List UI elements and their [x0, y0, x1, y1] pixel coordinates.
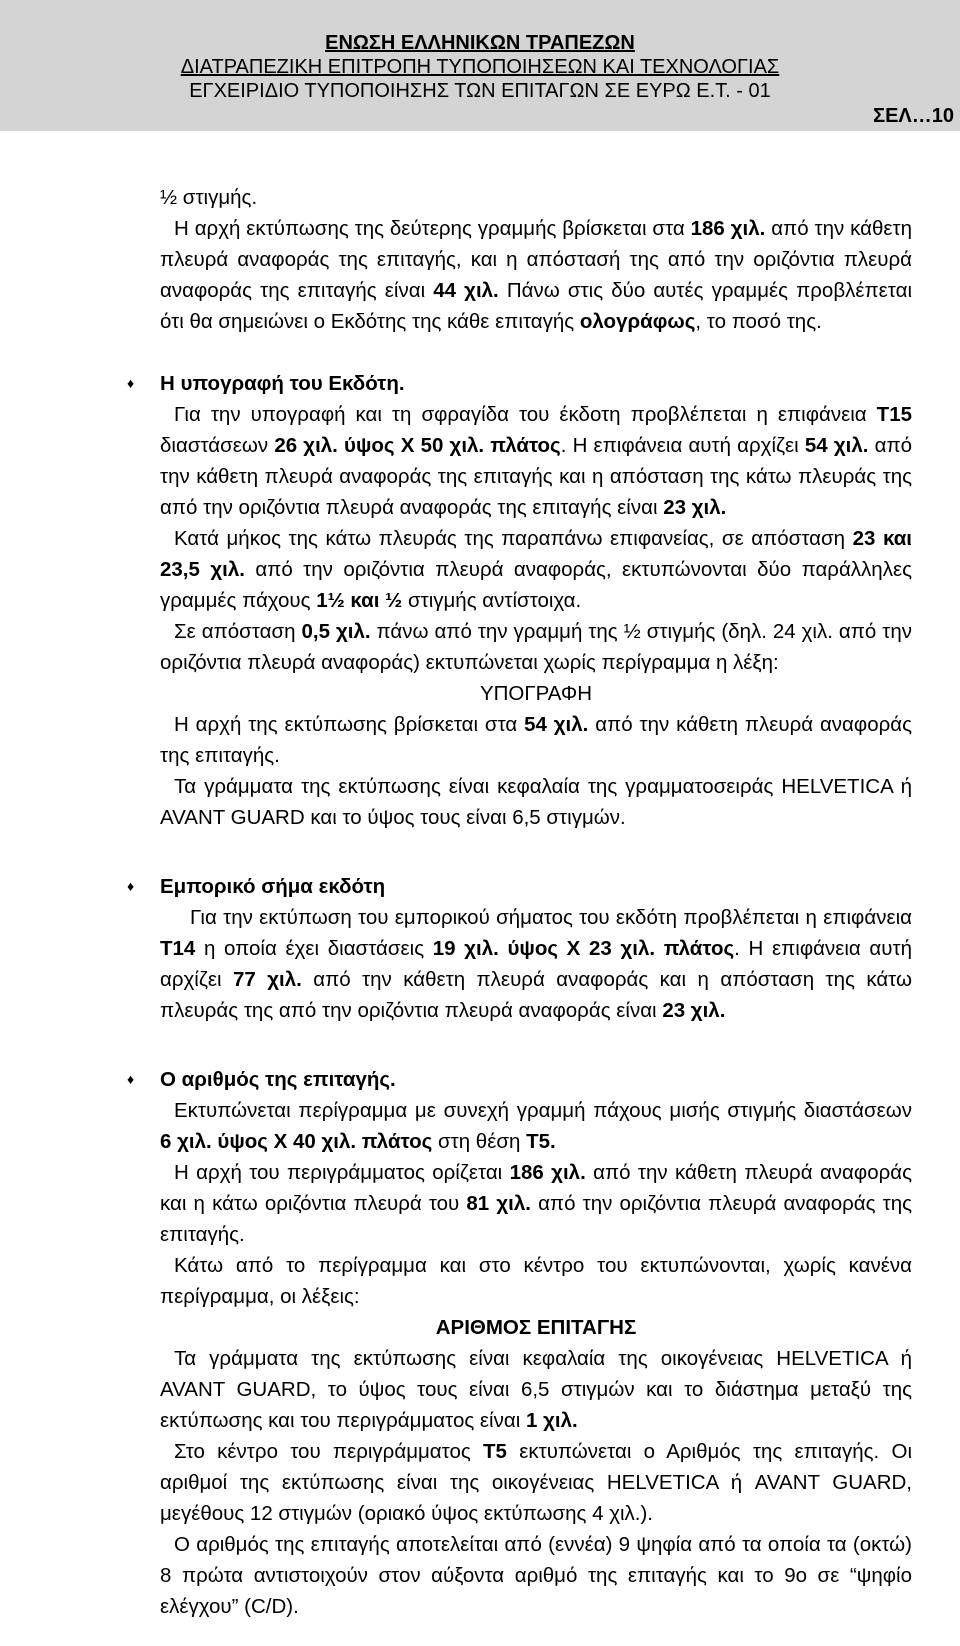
- text-bold: 1 χιλ.: [525, 1409, 578, 1432]
- text: Για την εκτύπωση του εμπορικού σήματος του εκδότη προβλέπεται η επιφάνεια: [190, 906, 912, 929]
- paragraph: [160, 902, 912, 1026]
- text: στη θέση: [432, 1130, 527, 1153]
- text-bold: 44 χιλ.: [433, 279, 499, 302]
- text-bold: 54 χιλ.: [804, 434, 869, 457]
- section-heading-signature: [127, 368, 912, 399]
- text: Πάνω στις δύο αυτές γραμμές προβλέπεται ότι θα σημειώνει ο Εκδότης της κάθε επιταγής: [160, 279, 913, 333]
- text-bold: 6 χιλ. ύψος Χ 40 χιλ. πλάτος: [160, 1130, 433, 1153]
- text: . Η επιφάνεια αυτή αρχίζει: [160, 937, 912, 991]
- intro-text: ½ στιγμής.: [160, 186, 258, 209]
- text-bold: Τ14: [160, 937, 196, 960]
- text: εκτυπώνεται ο Αριθμός της επιταγής. Οι αριθμοί της εκτύπωσης είναι της οικογένειας HELVETICA ή AVANT GUARD, μεγέθους 12 στιγμών (οριακό ύψος εκτύπωσης 4 χιλ.).: [160, 1440, 912, 1525]
- text-bold: 1½ και ½: [316, 589, 403, 612]
- diamond-bullet-icon: ♦: [127, 375, 135, 391]
- text-bold: 0,5 χιλ.: [301, 620, 371, 643]
- document-body: [127, 182, 913, 1622]
- paragraph: [160, 709, 912, 771]
- text-bold: 186 χιλ.: [690, 217, 766, 240]
- text-bold: 26 χιλ. ύψος Χ 50 χιλ. πλάτος: [274, 434, 561, 457]
- header-committee: ΔΙΑΤΡΑΠΕΖΙΚΗ ΕΠΙΤΡΟΠΗ ΤΥΠΟΠΟΙΗΣΕΩΝ ΚΑΙ ΤΕΧΝΟΛΟΓΙΑΣ: [180, 56, 780, 78]
- paragraph: [160, 616, 912, 678]
- paragraph: [160, 523, 912, 616]
- diamond-bullet-icon: ♦: [127, 878, 135, 894]
- paragraph: [160, 399, 912, 523]
- text-bold: 54 χιλ.: [524, 713, 589, 736]
- section-heading-cheque-number: [127, 1064, 912, 1095]
- text: Η αρχή της εκτύπωσης βρίσκεται στα: [174, 713, 525, 736]
- text: . Η επιφάνεια αυτή αρχίζει: [560, 434, 805, 457]
- text-bold: Τ5: [483, 1440, 507, 1463]
- text: από την οριζόντια πλευρά αναφοράς της επιταγής.: [160, 1192, 913, 1246]
- header-manual-title: ΕΓΧΕΙΡΙΔΙΟ ΤΥΠΟΠΟΙΗΣΗΣ ΤΩΝ ΕΠΙΤΑΓΩΝ ΣΕ ΕΥΡΩ Ε.Τ. - 01: [189, 80, 771, 102]
- text: , το ποσό της.: [695, 310, 822, 333]
- cheque-number-word: ΑΡΙΘΜΟΣ ΕΠΙΤΑΓΗΣ: [435, 1316, 637, 1339]
- text: Τα γράμματα της εκτύπωσης είναι κεφαλαία της οικογένειας HELVETICA ή AVANT GUARD, το ύψος τους είναι 6,5 στιγμών και το διάστημα μεταξύ της εκτύπωσης και του περιγράμματος είναι: [160, 1347, 912, 1432]
- paragraph: [160, 1157, 912, 1250]
- paragraph: [160, 1095, 912, 1157]
- signature-word: ΥΠΟΓΡΑΦΗ: [479, 682, 593, 705]
- text: Η αρχή του περιγράμματος ορίζεται: [174, 1161, 510, 1184]
- text: Σε απόσταση: [174, 620, 302, 643]
- text: από την κάθετη πλευρά αναφοράς και η απόσταση της κάτω πλευράς της από την οριζόντια πλευρά αναφοράς είναι: [160, 968, 912, 1022]
- text-bold: Τ5.: [526, 1130, 556, 1153]
- text: πάνω από την γραμμή της ½ στιγμής (δηλ. 24 χιλ. από την οριζόντια πλευρά αναφοράς) εκτυπώνεται χωρίς περίγραμμα η λέξη:: [160, 620, 912, 674]
- heading-text: Εμπορικό σήμα εκδότη: [160, 875, 386, 898]
- intro-line: [160, 182, 912, 213]
- intro-paragraph: [160, 213, 912, 337]
- text: από την κάθετη πλευρά αναφοράς της επιταγής και η απόσταση της κάτω πλευράς της από την οριζόντια πλευρά αναφοράς της επιταγής είναι: [160, 434, 913, 519]
- text: από την κάθετη πλευρά αναφοράς της επιταγής.: [160, 713, 912, 767]
- document-header: [0, 0, 960, 131]
- paragraph: Κάτω από το περίγραμμα και στο κέντρο του εκτυπώνονται, χωρίς κανένα περίγραμμα, οι λέξεις:: [160, 1254, 912, 1308]
- text: η οποία έχει διαστάσεις: [195, 937, 433, 960]
- text-bold: 23 χιλ.: [662, 999, 726, 1022]
- paragraph: Τα γράμματα της εκτύπωσης είναι κεφαλαία της γραμματοσειράς HELVETICA ή AVANT GUARD και το ύψος τους είναι 6,5 στιγμών.: [160, 775, 912, 829]
- page-number: ΣΕΛ…10: [873, 105, 954, 127]
- text-bold: 81 χιλ.: [466, 1192, 531, 1215]
- text: από την κάθετη πλευρά αναφοράς της επιταγής, και η απόστασή της από την οριζόντια πλευρά αναφοράς της επιταγής είναι: [160, 217, 913, 302]
- heading-text: Ο αριθμός της επιταγής.: [160, 1068, 396, 1091]
- text-bold: 23 και 23,5 χιλ.: [160, 527, 912, 581]
- paragraph: Ο αριθμός της επιταγής αποτελείται από (εννέα) 9 ψηφία από τα οποία τα (οκτώ) 8 πρώτα αντιστοιχούν στον αύξοντα αριθμό της επιταγής και το 9ο σε “ψηφίο ελέγχου” (C/D).: [160, 1533, 912, 1618]
- text: από την οριζόντια πλευρά αναφοράς, εκτυπώνονται δύο παράλληλες γραμμές πάχους: [160, 558, 912, 612]
- text-bold: 23 χιλ.: [663, 496, 727, 519]
- paragraph: [160, 1343, 912, 1436]
- text-bold: 186 χιλ.: [509, 1161, 586, 1184]
- text: Η αρχή εκτύπωσης της δεύτερης γραμμής βρίσκεται στα: [174, 217, 691, 240]
- text-bold: ολογράφως: [579, 310, 696, 333]
- text: διαστάσεων: [160, 434, 275, 457]
- text: από την κάθετη πλευρά αναφοράς και η κάτω οριζόντια πλευρά του: [160, 1161, 912, 1215]
- section-heading-trademark: [127, 871, 912, 902]
- header-organization: ΕΝΩΣΗ ΕΛΛΗΝΙΚΩΝ ΤΡΑΠΕΖΩΝ: [325, 32, 635, 54]
- paragraph: [160, 1436, 912, 1529]
- text-bold: Τ15: [876, 403, 912, 426]
- text: Για την υπογραφή και τη σφραγίδα του έκδοτη προβλέπεται η επιφάνεια: [174, 403, 877, 426]
- text-bold: 77 χιλ.: [232, 968, 302, 991]
- text: Κατά μήκος της κάτω πλευράς της παραπάνω επιφανείας, σε απόσταση: [174, 527, 853, 550]
- heading-text: Η υπογραφή του Εκδότη.: [160, 372, 405, 395]
- text-bold: 19 χιλ. ύψος Χ 23 χιλ. πλάτος: [432, 937, 735, 960]
- text: Εκτυπώνεται περίγραμμα με συνεχή γραμμή πάχους μισής στιγμής διαστάσεων: [174, 1099, 912, 1122]
- text: στιγμής αντίστοιχα.: [402, 589, 582, 612]
- text: Στο κέντρο του περιγράμματος: [174, 1440, 484, 1463]
- diamond-bullet-icon: ♦: [127, 1071, 135, 1087]
